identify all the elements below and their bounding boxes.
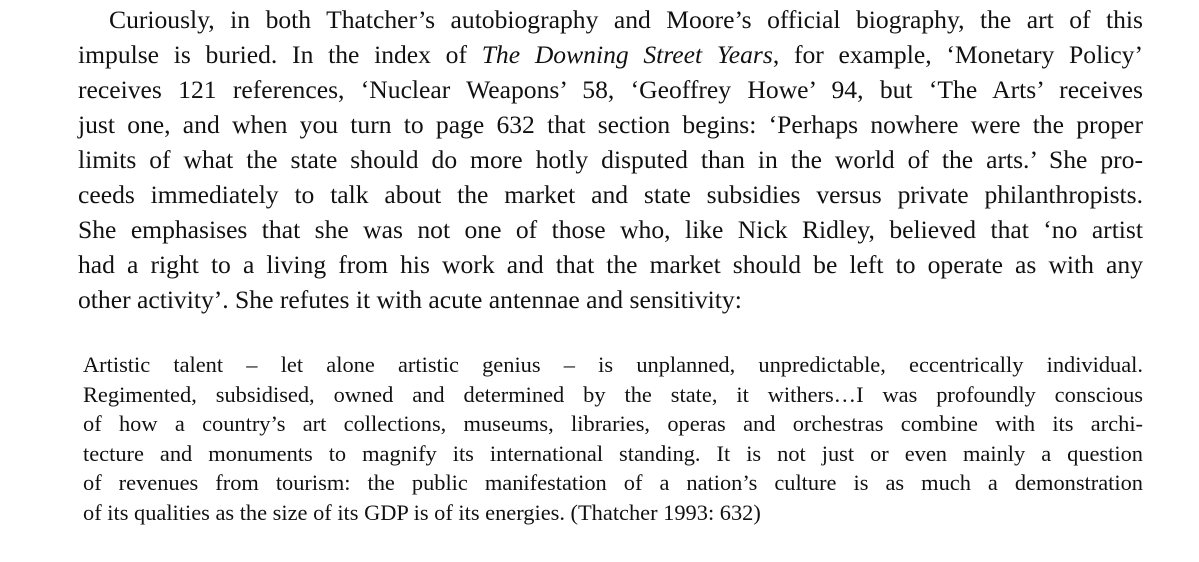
quote-line: of revenues from tourism: the public manifestation of a nation’s culture is as much a demonstration (83, 470, 1143, 496)
quote-line: of its qualities as the size of its GDP is of its energies. (Thatcher 1993: 632) (83, 499, 761, 525)
body-line (47, 37, 1143, 72)
body-paragraph (47, 2, 1143, 317)
body-line: limits of what the state should do more hotly disputed than in the world of the arts.’ She pro- (78, 145, 1143, 174)
body-line: ceeds immediately to talk about the market and state subsidies versus private philanthropists. (78, 180, 1143, 209)
block-quote (83, 350, 1143, 528)
book-title: The Downing Street Years (481, 40, 773, 69)
quote-line: Regimented, subsidised, owned and determined by the state, it withers…I was profoundly conscious (83, 381, 1143, 407)
body-line: just one, and when you turn to page 632 that section begins: ‘Perhaps nowhere were the proper (78, 110, 1143, 139)
quote-line: Artistic talent – let alone artistic genius – is unplanned, unpredictable, eccentrically individual. (83, 352, 1143, 377)
body-line-text: , for example, ‘Monetary Policy’ (772, 40, 1143, 69)
body-line-text: impulse is buried. In the index of (78, 40, 482, 69)
body-line: receives 121 references, ‘Nuclear Weapons’ 58, ‘Geoffrey Howe’ 94, but ‘The Arts’ receives (78, 75, 1143, 104)
body-line: had a right to a living from his work and that the market should be left to operate as with any (78, 250, 1143, 279)
body-line: She emphasises that she was not one of those who, like Nick Ridley, believed that ‘no artist (78, 215, 1143, 244)
body-line: other activity’. She refutes it with acute antennae and sensitivity: (78, 285, 742, 314)
quote-line: tecture and monuments to magnify its international standing. It is not just or even mainly a question (83, 440, 1143, 466)
quote-line: of how a country’s art collections, museums, libraries, operas and orchestras combine with its archi- (83, 411, 1143, 437)
body-line: Curiously, in both Thatcher’s autobiography and Moore’s official biography, the art of this (109, 5, 1143, 34)
